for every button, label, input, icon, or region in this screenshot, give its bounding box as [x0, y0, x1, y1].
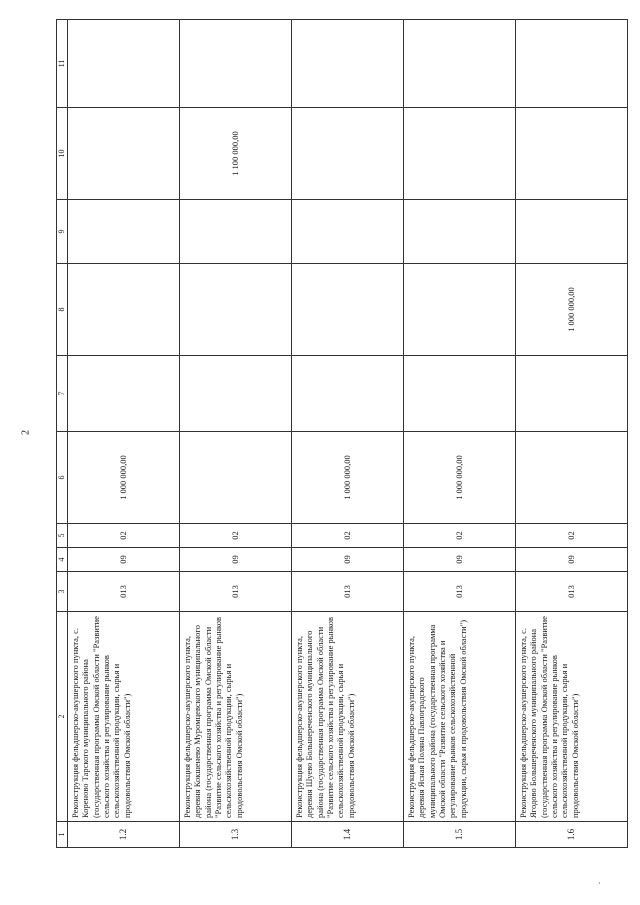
cell-col7 — [68, 356, 180, 432]
row-description: Реконструкция фельдшерско-акушерского пункта, деревня Ясная Поляна Павлоградского муниципального района (государственная программа Омской области "Развитие сельского хозяйства и регулирование рынков сельскохозяйственной продукции, сырья и продовольствия Омской области") — [404, 612, 516, 822]
header-cell: 2 — [57, 612, 68, 822]
cell-col4: 09 — [404, 548, 516, 572]
cell-col5: 02 — [292, 524, 404, 548]
header-row — [57, 20, 68, 848]
cell-col6: 1 000 000,00 — [68, 432, 180, 524]
document-page — [56, 20, 606, 848]
header-cell: 10 — [57, 108, 68, 200]
cell-col4: 09 — [180, 548, 292, 572]
cell-col11 — [180, 20, 292, 108]
header-cell: 1 — [57, 822, 68, 848]
row-description: Реконструкция фельдшерско-акушерского пункта, с. Кореново Тарского муниципального района (государственная программа Омской области "Развитие сельского хозяйства и регулирование рынков сельскохозяйственной продукции, сырья и продовольствия Омской области") — [68, 612, 180, 822]
header-cell: 6 — [57, 432, 68, 524]
cell-col7 — [180, 356, 292, 432]
row-description: Реконструкция фельдшерско-акушерского пункта, с. Ягодово Большереченского муниципального района (государственная программа Омской области "Развитие сельского хозяйства и регулирование рынков сельскохозяйственной продукции, сырья и продовольствия Омской области") — [516, 612, 628, 822]
cell-col8 — [180, 264, 292, 356]
cell-col8 — [404, 264, 516, 356]
cell-col9 — [180, 200, 292, 264]
cell-col5: 02 — [180, 524, 292, 548]
cell-col11 — [516, 20, 628, 108]
budget-table — [56, 19, 628, 848]
scan-artifact: · — [598, 878, 601, 888]
row-number: 1.5 — [404, 822, 516, 848]
cell-col6: 1 000 000,00 — [404, 432, 516, 524]
cell-col8: 1 000 000,00 — [516, 264, 628, 356]
cell-col9 — [404, 200, 516, 264]
row-description: Реконструкция фельдшерско-акушерского пункта, деревня Кокшенево Муромцевского муниципального района (государственная программа Омской области "Развитие сельского хозяйства и регулирование рынков сельскохозяйственной продукции, сырья и продовольствия Омской области") — [180, 612, 292, 822]
cell-col3: 013 — [292, 572, 404, 612]
row-number: 1.4 — [292, 822, 404, 848]
cell-col10 — [292, 108, 404, 200]
header-cell: 8 — [57, 264, 68, 356]
cell-col6 — [180, 432, 292, 524]
cell-col4: 09 — [292, 548, 404, 572]
cell-col10 — [516, 108, 628, 200]
table-row — [180, 20, 292, 848]
header-cell: 11 — [57, 20, 68, 108]
cell-col3: 013 — [68, 572, 180, 612]
cell-col6: 1 000 000,00 — [292, 432, 404, 524]
table-row — [292, 20, 404, 848]
cell-col9 — [516, 200, 628, 264]
row-description: Реконструкция фельдшерско-акушерского пункта, деревня Шуево Большереченского муниципального района (государственная программа Омской области "Развитие сельского хозяйства и регулирование рынков сельскохозяйственной продукции, сырья и продовольствия Омской области") — [292, 612, 404, 822]
table-row — [68, 20, 180, 848]
cell-col11 — [404, 20, 516, 108]
cell-col7 — [292, 356, 404, 432]
cell-col5: 02 — [68, 524, 180, 548]
cell-col8 — [292, 264, 404, 356]
header-cell: 7 — [57, 356, 68, 432]
cell-col9 — [292, 200, 404, 264]
cell-col3: 013 — [180, 572, 292, 612]
header-cell: 4 — [57, 548, 68, 572]
table-row — [516, 20, 628, 848]
cell-col11 — [68, 20, 180, 108]
cell-col8 — [68, 264, 180, 356]
cell-col3: 013 — [404, 572, 516, 612]
table-row — [404, 20, 516, 848]
rotated-table-container — [56, 20, 606, 848]
cell-col11 — [292, 20, 404, 108]
cell-col9 — [68, 200, 180, 264]
cell-col10: 1 100 000,00 — [180, 108, 292, 200]
cell-col6 — [516, 432, 628, 524]
header-cell: 5 — [57, 524, 68, 548]
header-cell: 9 — [57, 200, 68, 264]
cell-col7 — [516, 356, 628, 432]
cell-col3: 013 — [516, 572, 628, 612]
cell-col10 — [404, 108, 516, 200]
cell-col7 — [404, 356, 516, 432]
cell-col10 — [68, 108, 180, 200]
cell-col5: 02 — [404, 524, 516, 548]
row-number: 1.2 — [68, 822, 180, 848]
header-cell: 3 — [57, 572, 68, 612]
row-number: 1.6 — [516, 822, 628, 848]
cell-col4: 09 — [516, 548, 628, 572]
cell-col4: 09 — [68, 548, 180, 572]
page-number: 2 — [20, 430, 32, 435]
cell-col5: 02 — [516, 524, 628, 548]
row-number: 1.3 — [180, 822, 292, 848]
